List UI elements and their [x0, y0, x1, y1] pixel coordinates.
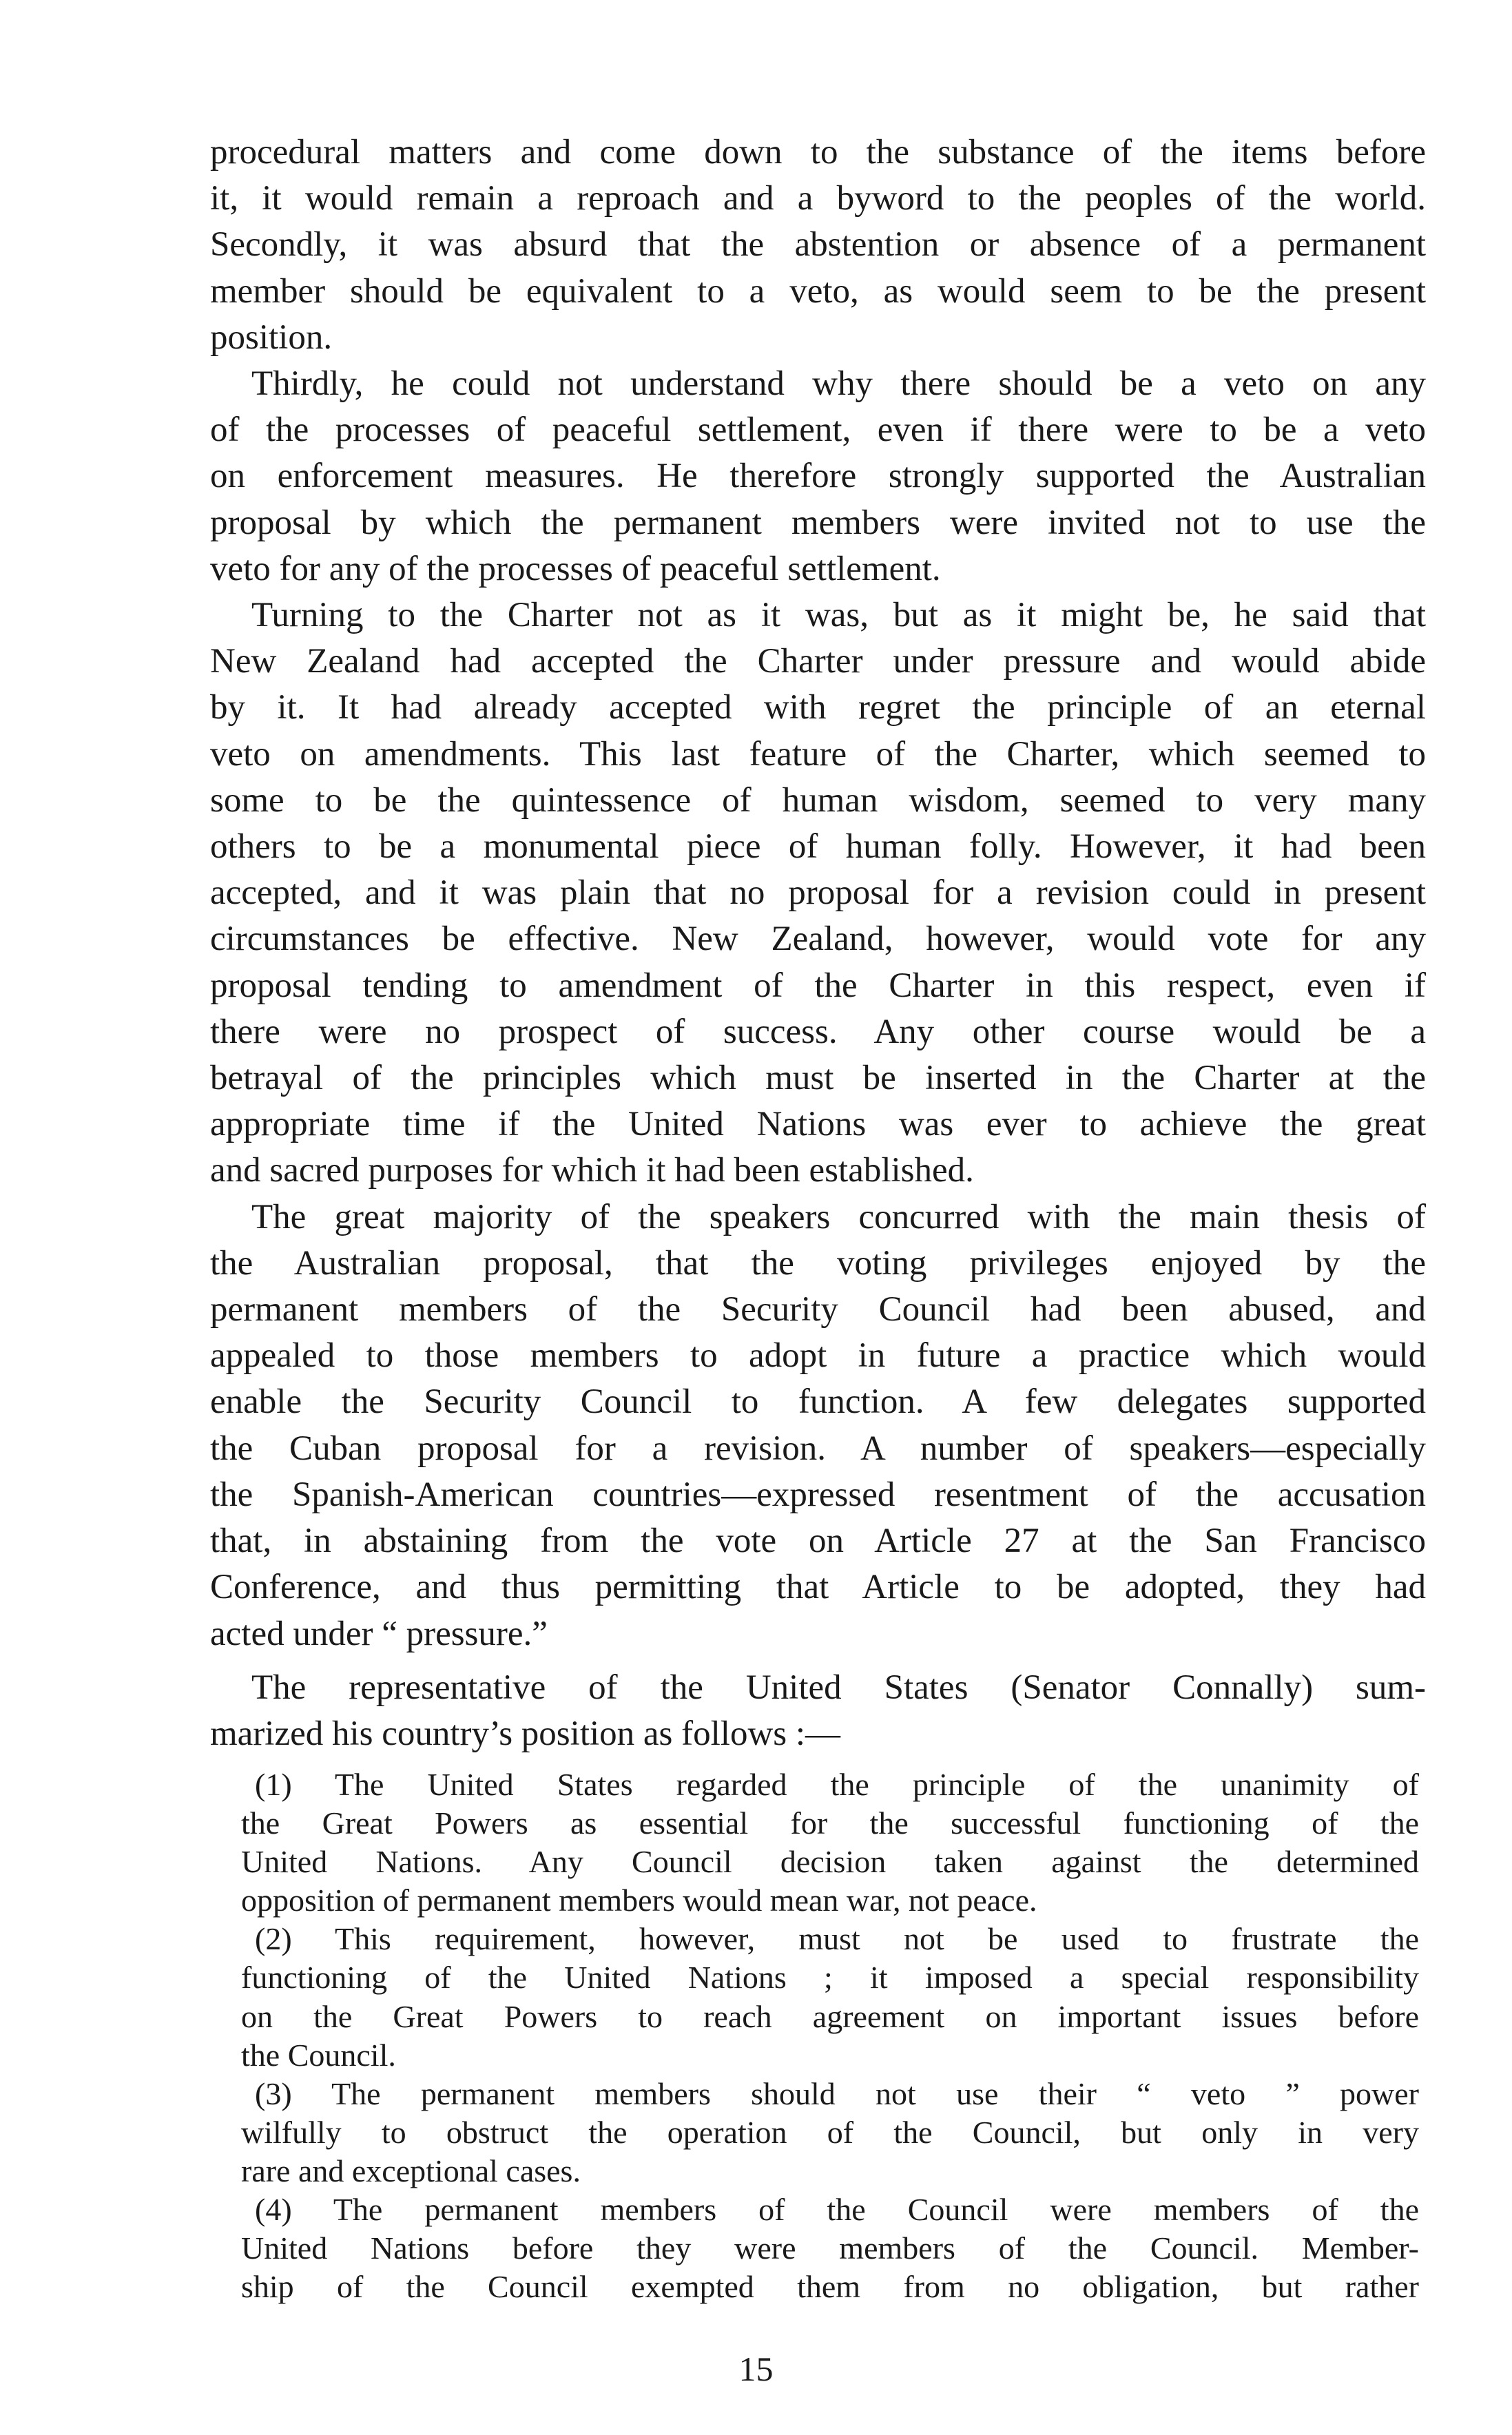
paragraph — [210, 361, 1426, 592]
text-line: proposal by which the permanent members were invited not to use the — [210, 503, 1426, 542]
text-line: (2) This requirement, however, must not be used to frustrate the — [255, 1921, 1419, 1957]
text-line: Secondly, it was absurd that the abstention or absence of a permanent — [210, 225, 1426, 265]
text-line: there were no prospect of success. Any other course would be a — [210, 1012, 1426, 1051]
paragraph — [210, 1194, 1426, 1657]
text-line: the Council. — [241, 2037, 396, 2073]
text-line: accepted, and it was plain that no proposal for a revision could in present — [210, 873, 1426, 913]
text-line: United Nations before they were members of the Council. Member- — [241, 2230, 1419, 2266]
text-line: Conference, and thus permitting that Article to be adopted, they had — [210, 1568, 1426, 1607]
text-line: and sacred purposes for which it had been established. — [210, 1151, 974, 1190]
text-line: functioning of the United Nations ; it imposed a special responsibility — [241, 1960, 1419, 1996]
text-line: position. — [210, 318, 333, 357]
text-line: (4) The permanent members of the Council were members of the — [255, 2192, 1419, 2228]
list-item — [241, 2075, 1419, 2190]
text-line: enable the Security Council to function. A few delegates supported — [210, 1382, 1426, 1422]
text-line: marized his country’s position as follows :— — [210, 1714, 841, 1753]
text-line: acted under “ pressure.” — [210, 1614, 548, 1653]
text-line: by it. It had already accepted with regret the principle of an eternal — [210, 688, 1426, 727]
text-line: The representative of the United States (Senator Connally) sum- — [251, 1668, 1426, 1707]
text-line: the Australian proposal, that the voting privileges enjoyed by the — [210, 1243, 1426, 1283]
body-text — [210, 129, 1426, 1757]
list-item — [241, 1765, 1419, 1920]
paragraph — [210, 1665, 1426, 1757]
text-line: appropriate time if the United Nations was ever to achieve the great — [210, 1105, 1426, 1144]
text-line: on enforcement measures. He therefore strongly supported the Australian — [210, 457, 1426, 496]
page-number: 15 — [738, 2350, 774, 2388]
text-line: New Zealand had accepted the Charter under pressure and would abide — [210, 642, 1426, 681]
text-line: Thirdly, he could not understand why there should be a veto on any — [251, 364, 1426, 404]
text-line: betrayal of the principles which must be inserted in the Charter at the — [210, 1059, 1426, 1098]
text-line: the Great Powers as essential for the successful functioning of the — [241, 1805, 1419, 1841]
text-line: others to be a monumental piece of human folly. However, it had been — [210, 827, 1426, 867]
list-item — [241, 2190, 1419, 2306]
text-line: veto for any of the processes of peaceful settlement. — [210, 549, 941, 588]
list-item — [241, 1920, 1419, 2074]
text-line: veto on amendments. This last feature of the Charter, which seemed to — [210, 734, 1426, 774]
text-line: appealed to those members to adopt in future a practice which would — [210, 1336, 1426, 1376]
numbered-list — [241, 1765, 1419, 2306]
text-line: opposition of permanent members would mean war, not peace. — [241, 1883, 1037, 1918]
text-line: The great majority of the speakers concurred with the main thesis of — [251, 1197, 1426, 1236]
text-line: United Nations. Any Council decision taken against the determined — [241, 1844, 1419, 1880]
text-line: wilfully to obstruct the operation of the Council, but only in very — [241, 2114, 1419, 2150]
text-line: (1) The United States regarded the principle of the unanimity of — [255, 1767, 1419, 1802]
text-line: it, it would remain a reproach and a byword to the peoples of the world. — [210, 179, 1426, 218]
text-line: on the Great Powers to reach agreement on important issues before — [241, 1998, 1419, 2034]
text-line: circumstances be effective. New Zealand, however, would vote for any — [210, 920, 1426, 959]
text-line: (3) The permanent members should not use their “ veto ” power — [255, 2075, 1419, 2111]
text-line: procedural matters and come down to the substance of the items before — [210, 133, 1426, 172]
text-line: ship of the Council exempted them from no obligation, but rather — [241, 2269, 1419, 2305]
text-line: proposal tending to amendment of the Charter in this respect, even if — [210, 966, 1426, 1005]
text-line: permanent members of the Security Council had been abused, and — [210, 1290, 1426, 1329]
paragraph — [210, 592, 1426, 1194]
text-line: Turning to the Charter not as it was, but as it might be, he said that — [251, 596, 1426, 635]
text-line: of the processes of peaceful settlement, even if there were to be a veto — [210, 411, 1426, 450]
text-line: that, in abstaining from the vote on Article 27 at the San Francisco — [210, 1522, 1426, 1561]
text-line: member should be equivalent to a veto, as would seem to be the present — [210, 271, 1426, 311]
text-line: rare and exceptional cases. — [241, 2153, 581, 2188]
text-line: some to be the quintessence of human wisdom, seemed to very many — [210, 780, 1426, 820]
text-line: the Cuban proposal for a revision. A number of speakers—especially — [210, 1429, 1426, 1468]
paragraph — [210, 129, 1426, 361]
text-line: the Spanish-American countries—expressed resentment of the accusation — [210, 1475, 1426, 1514]
